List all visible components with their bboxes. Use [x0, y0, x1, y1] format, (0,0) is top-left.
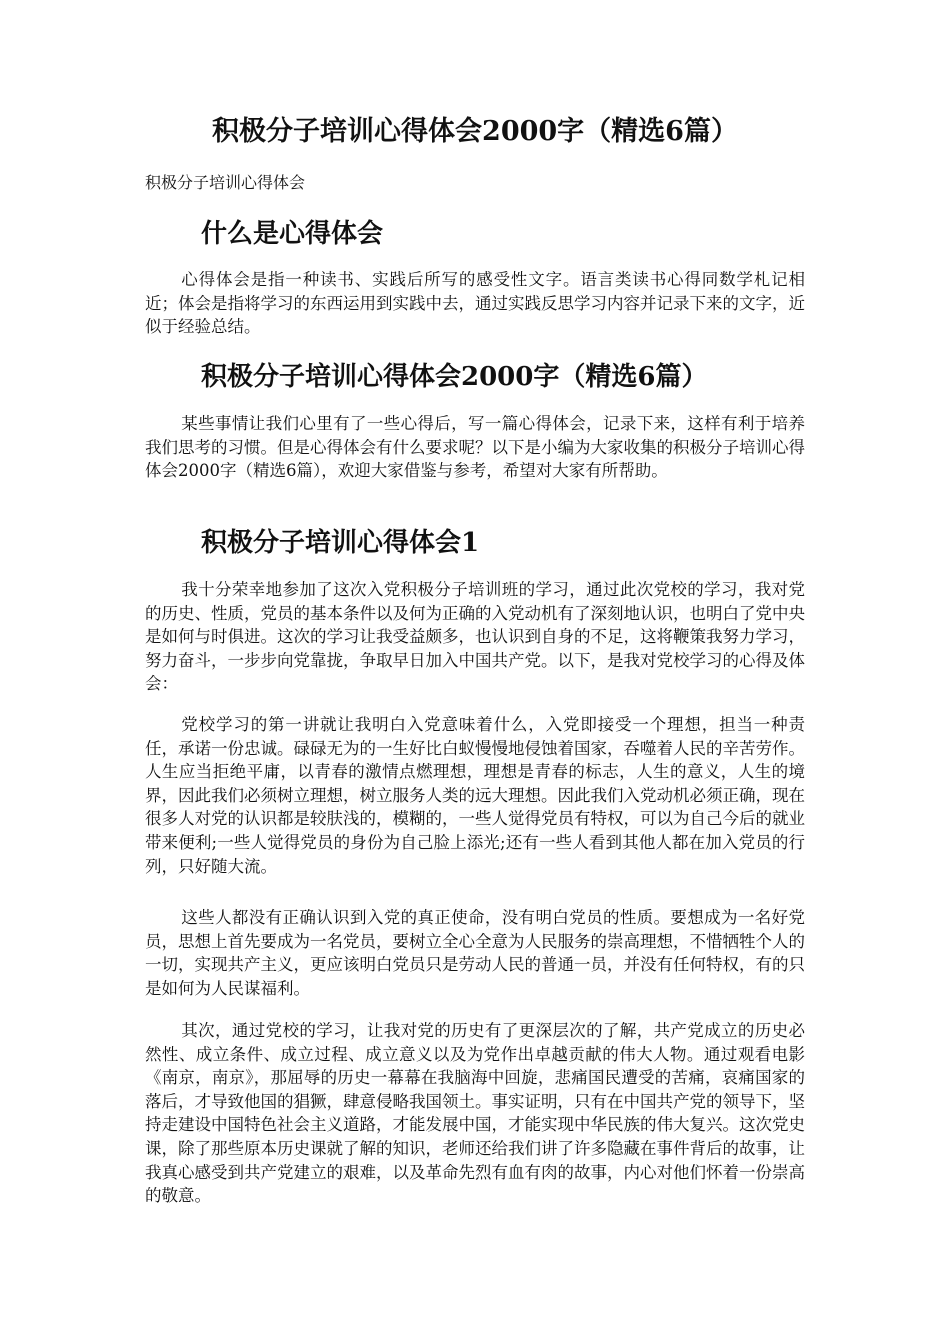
- section-heading-collection: 积极分子培训心得体会2000字（精选6篇）: [201, 362, 708, 392]
- paragraph-article-1-p2: 党校学习的第一讲就让我明白入党意味着什么，入党即接受一个理想，担当一种责任，承诺一份忠诚。碌碌无为的一生好比白蚁慢慢地侵蚀着国家，吞噬着人民的辛苦劳作。人生应当拒绝平庸，以青春的激情点燃理想，理想是青春的标志，人生的意义，人生的境界，因此我们必须树立理想，树立服务人类的远大理想。因此我们入党动机必须正确，现在很多人对党的认识都是较肤浅的，模糊的，一些人觉得党员有特权，可以为自己今后的就业带来便利;一些人觉得党员的身份为自己脸上添光;还有一些人看到其他人都在加入党员的行列，只好随大流。: [145, 715, 805, 876]
- document-title: 积极分子培训心得体会2000字（精选6篇）: [212, 116, 738, 147]
- paragraph-article-1-p3: 这些人都没有正确认识到入党的真正使命，没有明白党员的性质。要想成为一名好党员，思想上首先要成为一名党员，要树立全心全意为人民服务的崇高理想，不惜牺牲个人的一切，实现共产主义，更应该明白党员只是劳动人民的普通一员，并没有任何特权，有的只是如何为人民谋福利。: [145, 908, 805, 998]
- document-subtitle: 积极分子培训心得体会: [145, 173, 306, 192]
- paragraph-intro: 某些事情让我们心里有了一些心得后，写一篇心得体会，记录下来，这样有利于培养我们思考的习惯。但是心得体会有什么要求呢？以下是小编为大家收集的积极分子培训心得体会2000字（精选6篇），欢迎大家借鉴与参考，希望对大家有所帮助。: [145, 414, 805, 481]
- paragraph-article-1-p1: 我十分荣幸地参加了这次入党积极分子培训班的学习，通过此次党校的学习，我对党的历史、性质，党员的基本条件以及何为正确的入党动机有了深刻地认识，也明白了党中央是如何与时俱进。这次的学习让我受益颇多，也认识到自身的不足，这将鞭策我努力学习，努力奋斗，一步步向党靠拢，争取早日加入中国共产党。以下，是我对党校学习的心得及体会：: [145, 580, 805, 694]
- section-heading-article-1: 积极分子培训心得体会1: [201, 528, 480, 558]
- paragraph-definition: 心得体会是指一种读书、实践后所写的感受性文字。语言类读书心得同数学札记相近；体会是指将学习的东西运用到实践中去，通过实践反思学习内容并记录下来的文字，近似于经验总结。: [145, 270, 805, 337]
- paragraph-article-1-p4: 其次，通过党校的学习，让我对党的历史有了更深层次的了解，共产党成立的历史必然性、成立条件、成立过程、成立意义以及为党作出卓越贡献的伟大人物。通过观看电影《南京，南京》，那屈辱的历史一幕幕在我脑海中回旋，悲痛国民遭受的苦痛，哀痛国家的落后，才导致他国的猖獗，肆意侵略我国领土。事实证明，只有在中国共产党的领导下，坚持走建设中国特色社会主义道路，才能发展中国，才能实现中华民族的伟大复兴。这次党史课，除了那些原本历史课就了解的知识，老师还给我们讲了许多隐藏在事件背后的故事，让我真心感受到共产党建立的艰难，以及革命先烈有血有肉的故事，内心对他们怀着一份崇高的敬意。: [145, 1021, 805, 1206]
- section-heading-what-is: 什么是心得体会: [201, 219, 384, 249]
